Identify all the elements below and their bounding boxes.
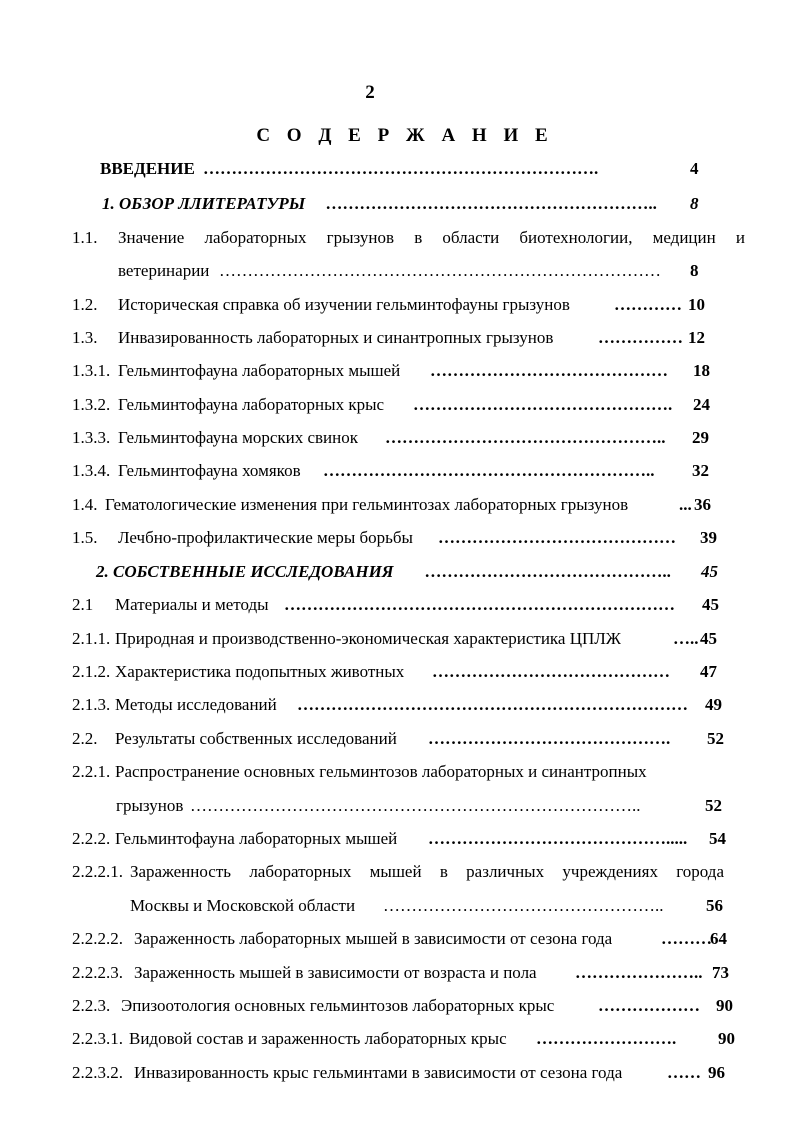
toc-leader-dots: ……………………………………. [428,729,671,748]
toc-page-number: 52 [707,729,724,748]
toc-page-number: 29 [692,428,709,447]
toc-page-number: 10 [688,295,705,314]
toc-entry-text: Методы исследований [115,695,277,714]
toc-page-number: 56 [706,896,723,915]
toc-entry-text: Значение лабораторных грызунов в области биотехнологии, медицин и [118,228,745,247]
toc-entry-text: Материалы и методы [115,595,269,614]
toc-page-number: 90 [716,996,733,1015]
toc-page-number: 96 [708,1063,725,1082]
toc-leader-dots: ………………………………………….. [385,428,666,447]
toc-leader-dots: …………………………………………………………… [297,695,688,714]
toc-leader-dots: ………………………………………………….. [323,461,655,480]
toc-leader-dots: …………………………………….. [425,562,672,581]
toc-section-number: 2.2. [72,729,98,748]
toc-leader-dots: ………………….. [575,963,703,982]
toc-entry-text: Зараженность лабораторных мышей в различных учреждениях города [130,862,724,881]
toc-leader-dots: ……………………. [536,1029,677,1048]
toc-title: С О Д Е Р Ж А Н И Е [256,125,554,146]
toc-entry-text: Лечбно-профилактические меры борьбы [118,528,413,547]
toc-page-number: 39 [700,528,717,547]
page-number: 2 [365,82,375,103]
toc-entry-continuation: грызунов [116,796,184,815]
toc-section-number: 1.3.1. [72,361,111,380]
toc-section-number: 2.2.3. [72,996,111,1015]
toc-section-number: 2.2.2.3. [72,963,123,982]
toc-leader-dots: …………………………………………………………………… [219,261,661,280]
toc-section-number: 1.1. [72,228,98,247]
toc-page-number: 54 [709,829,726,848]
toc-entry-text: Гельминтофауна хомяков [118,461,301,480]
toc-section-number: 2.1 [72,595,94,614]
toc-entry-text: Видовой состав и зараженность лабораторных крыс [129,1029,507,1048]
toc-section-number: 2.2.2.2. [72,929,123,948]
toc-section-number: 1.3. [72,328,98,347]
toc-section-number: 1.3.2. [72,395,111,414]
toc-page-number: 8 [690,194,699,213]
toc-leader-dots: …………………………………… [430,361,668,380]
toc-page-number: 47 [700,662,717,681]
toc-entry-text: Результаты собственных исследований [115,729,397,748]
toc-page-number: 8 [690,261,699,280]
toc-page-number: 90 [718,1029,735,1048]
toc-entry-text: 1. ОБЗОР ЛЛИТЕРАТУРЫ [102,194,306,213]
toc-section-number: 2.2.1. [72,762,111,781]
toc-leader-dots: …………… [598,328,683,347]
toc-leader-dots: ………………………………………………….. [326,194,658,213]
toc-leader-dots: ….. [673,629,699,648]
toc-page-number: 12 [688,328,705,347]
toc-entry-text: Природная и производственно-экономическая характеристика ЦПЛЖ [115,629,622,648]
toc-page-number: 45 [700,629,717,648]
toc-entry-text: Характеристика подопытных животных [115,662,405,681]
toc-leader-dots: …… [667,1063,701,1082]
toc-page-number: 4 [690,159,699,178]
toc-entry-text: 2. СОБСТВЕННЫЕ ИССЛЕДОВАНИЯ [96,562,394,581]
toc-entry-text: Распространение основных гельминтозов лабораторных и синантропных [115,762,647,781]
toc-leader-dots: ……… [661,929,712,948]
toc-entry-text: Инвазированность крыс гельминтами в зависимости от сезона года [134,1063,623,1082]
toc-page-number: 45 [701,562,718,581]
toc-entry-text: Эпизоотология основных гельминтозов лабораторных крыс [121,996,555,1015]
toc-section-number: 2.2.3.1. [72,1029,123,1048]
toc-entry-text: Гельминтофауна лабораторных крыс [118,395,385,414]
toc-leader-dots: …………………………………………………………… [284,595,675,614]
toc-section-number: 1.3.3. [72,428,111,447]
toc-leader-dots: ……………………………………………………………. [203,159,599,178]
toc-page-number: 24 [693,395,710,414]
toc-entry-text: Зараженность мышей в зависимости от возраста и пола [134,963,537,982]
toc-leader-dots: ………… [614,295,682,314]
toc-entry-text: Зараженность лабораторных мышей в зависимости от сезона года [134,929,613,948]
toc-section-number: 2.2.2. [72,829,111,848]
toc-entry-text: Гельминтофауна морских свинок [118,428,359,447]
toc-leader-dots: ………………………………………….. [383,896,664,915]
toc-page-number: 45 [702,595,719,614]
toc-section-number: 1.5. [72,528,98,547]
toc-entry-text: ВВЕДЕНИЕ [100,159,195,178]
toc-section-number: 2.2.3.2. [72,1063,123,1082]
toc-page-number: 32 [692,461,709,480]
toc-page-number: 18 [693,361,710,380]
toc-entry-text: Историческая справка об изучении гельминтофауны грызунов [118,295,570,314]
toc-entry-text: Гельминтофауна лабораторных мышей [115,829,398,848]
toc-entry-continuation: Москвы и Московской области [130,896,356,915]
toc-page-number: 64 [710,929,727,948]
toc-leader-dots: ……………………………………..... [428,829,688,848]
toc-page-number: 52 [705,796,722,815]
toc-leader-dots: ... [679,495,692,514]
toc-leader-dots: ………………………………………. [413,395,673,414]
toc-leader-dots: …………………………………………………………………….. [190,796,641,815]
toc-page-number: 36 [694,495,711,514]
toc-section-number: 2.1.1. [72,629,111,648]
toc-section-number: 1.4. [72,495,98,514]
toc-leader-dots: …………………………………… [432,662,670,681]
toc-entry-text: Инвазированность лабораторных и синантропных грызунов [118,328,554,347]
toc-entry-continuation: ветеринарии [118,261,210,280]
toc-section-number: 2.1.3. [72,695,111,714]
toc-page-number: 73 [712,963,729,982]
toc-section-number: 1.3.4. [72,461,111,480]
toc-leader-dots: …………………………………… [438,528,676,547]
toc-section-number: 2.1.2. [72,662,111,681]
toc-page-number: 49 [705,695,722,714]
toc-section-number: 2.2.2.1. [72,862,123,881]
toc-entry-text: Гематологические изменения при гельминтозах лабораторных грызунов [105,495,629,514]
toc-entry-text: Гельминтофауна лабораторных мышей [118,361,401,380]
toc-section-number: 1.2. [72,295,98,314]
toc-leader-dots: ……………… [598,996,700,1015]
